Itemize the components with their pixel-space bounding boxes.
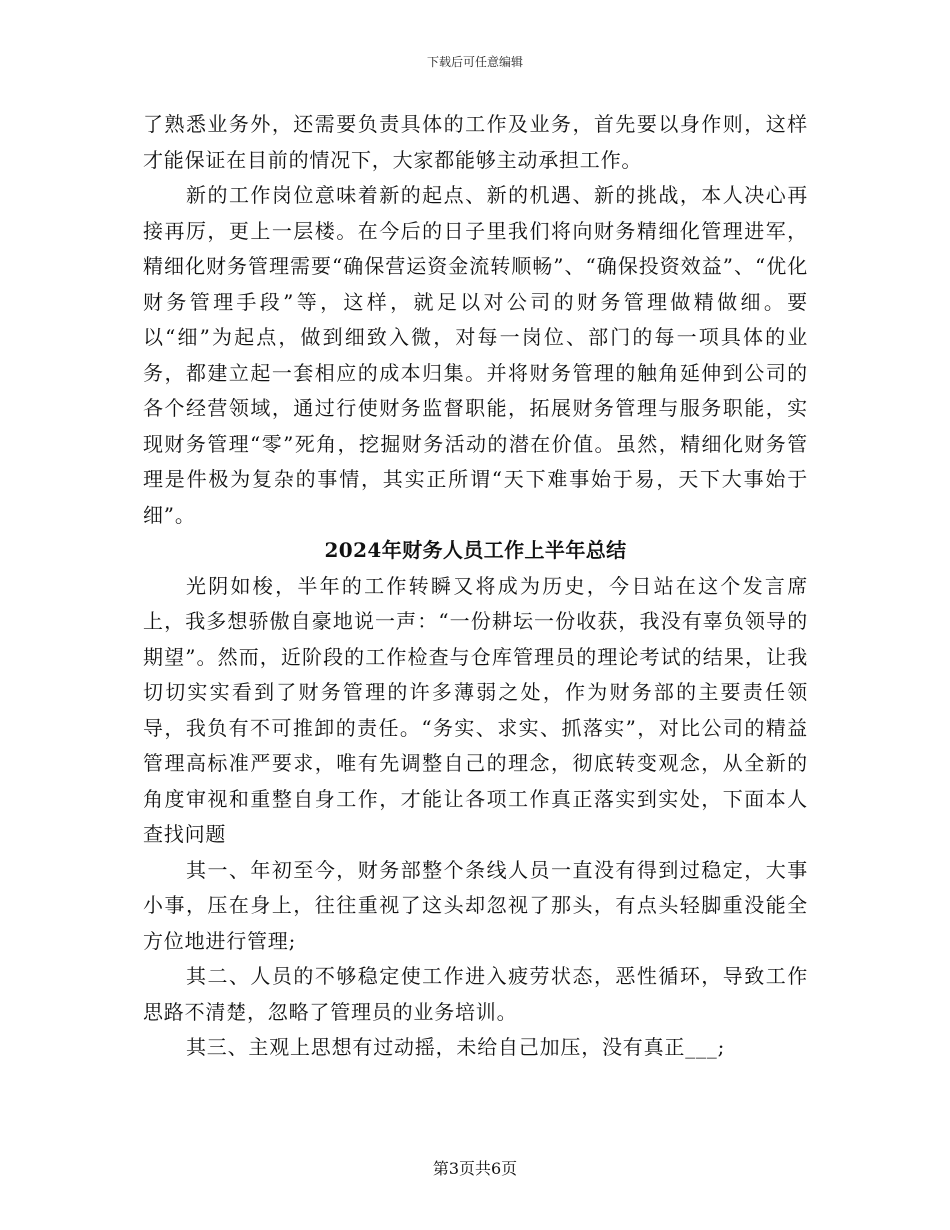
- paragraph: 光阴如梭，半年的工作转瞬又将成为历史，今日站在这个发言席上，我多想骄傲自豪地说一声：“一份耕坛一份收获，我没有辜负领导的期望”。然而，近阶段的工作检查与仓库管理员的理论考试的结果，让我切切实实看到了财务管理的许多薄弱之处，作为财务部的主要责任领导，我负有不可推卸的责任。“务实、求实、抓落实”，对比公司的精益管理高标准严要求，唯有先调整自己的理念，彻底转变观念，从全新的角度审视和重整自身工作，才能让各项工作真正落实到实处，下面本人查找问题: [143, 573, 808, 846]
- section-title: 2024年财务人员工作上半年总结: [324, 538, 627, 562]
- paragraph: 其二、人员的不够稳定使工作进入疲劳状态，恶性循环，导致工作思路不清楚，忽略了管理员的业务培训。: [143, 964, 808, 1024]
- paragraph: 其三、主观上思想有过动摇，未给自己加压，没有真正___;: [186, 1035, 726, 1059]
- paragraph: 新的工作岗位意味着新的起点、新的机遇、新的挑战，本人决心再接再厉，更上一层楼。在今后的日子里我们将向财务精细化管理进军，精细化财务管理需要“确保营运资金流转顺畅”、“确保投资效益”、“优化财务管理手段”等，这样，就足以对公司的财务管理做精做细。要以“细”为起点，做到细致入微，对每一岗位、部门的每一项具体的业务，都建立起一套相应的成本归集。并将财务管理的触角延伸到公司的各个经营领域，通过行使财务监督职能，拓展财务管理与服务职能，实现财务管理“零”死角，挖掘财务活动的潜在价值。虽然，精细化财务管理是件极为复杂的事情，其实正所谓“天下难事始于易，天下大事始于细”。: [143, 183, 808, 527]
- paragraph: 其一、年初至今，财务部整个条线人员一直没有得到过稳定，大事小事，压在身上，往往重视了这头却忽视了那头，有点头轻脚重没能全方位地进行管理;: [143, 857, 808, 953]
- paragraph-continued: 了熟悉业务外，还需要负责具体的工作及业务，首先要以身作则，这样才能保证在目前的情况下，大家都能够主动承担工作。: [143, 112, 808, 172]
- page-footer: 第3页共6页: [432, 1159, 518, 1178]
- document-body: [143, 107, 808, 1066]
- page-header: 下载后可任意编辑: [426, 55, 523, 69]
